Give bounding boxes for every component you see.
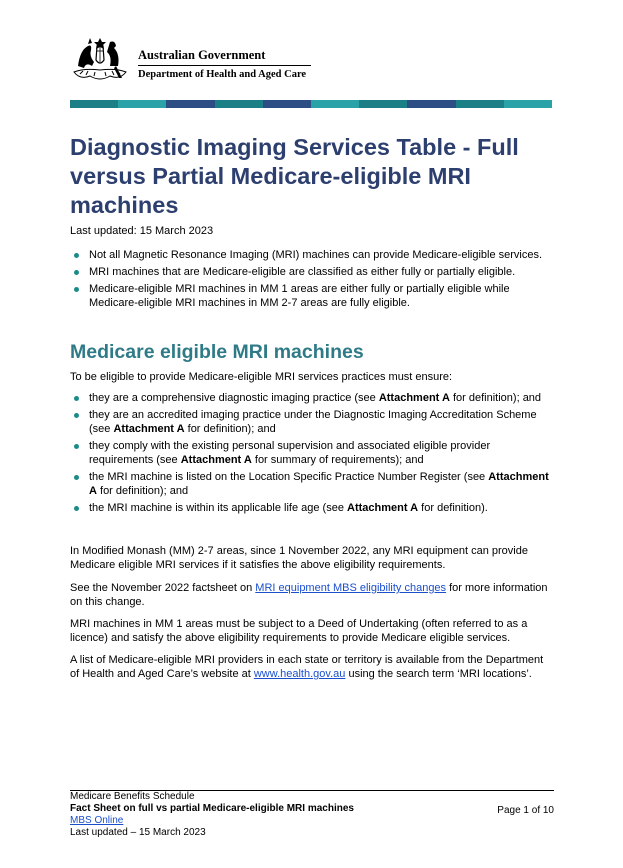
stripe-segment xyxy=(263,100,311,108)
section-lead: To be eligible to provide Medicare-eligible MRI services practices must ensure: xyxy=(70,371,453,383)
attachment-ref: Attachment A xyxy=(347,502,419,514)
list-item: Medicare-eligible MRI machines in MM 1 areas are either fully or partially eligible while Medicare-eligible MRI machines in MM 2-7 areas are fully eligible. xyxy=(70,282,554,310)
section-heading: Medicare eligible MRI machines xyxy=(70,341,364,363)
stripe-segment xyxy=(70,100,118,108)
list-item: they are an accredited imaging practice under the Diagnostic Imaging Accreditation Scheme (see Attachment A for definition); and xyxy=(70,408,554,436)
footer-schedule: Medicare Benefits Schedule xyxy=(70,791,195,802)
eligibility-bullet-list xyxy=(70,391,554,518)
providers-paragraph: A list of Medicare-eligible MRI providers in each state or territory is available from the Department of Health and Aged Care’s website at www.health.gov.au using the search term ‘MRI locations’. xyxy=(70,654,544,680)
mbs-online-link[interactable]: MBS Online xyxy=(70,815,124,826)
footer-last-updated: Last updated – 15 March 2023 xyxy=(70,827,206,838)
government-name: Australian Government xyxy=(138,48,266,62)
bullet-icon xyxy=(74,287,79,292)
attachment-ref: Attachment A xyxy=(89,471,549,497)
header-rule xyxy=(138,65,311,66)
footer-doc-title: Fact Sheet on full vs partial Medicare-eligible MRI machines xyxy=(70,803,354,814)
list-item: the MRI machine is listed on the Location Specific Practice Number Register (see Attachment A for definition); and xyxy=(70,470,554,498)
page-number: Page 1 of 10 xyxy=(497,805,554,816)
intro-bullet-list xyxy=(70,248,554,313)
page-footer xyxy=(70,790,554,839)
attachment-ref: Attachment A xyxy=(378,392,450,404)
bullet-icon xyxy=(74,506,79,511)
page-title: Diagnostic Imaging Services Table - Full versus Partial Medicare-eligible MRI machines xyxy=(70,134,519,218)
bullet-icon xyxy=(74,475,79,480)
bullet-icon xyxy=(74,253,79,258)
stripe-segment xyxy=(504,100,552,108)
list-item: MRI machines that are Medicare-eligible are classified as either fully or partially eligible. xyxy=(70,265,554,279)
stripe-segment xyxy=(407,100,455,108)
mm-areas-paragraph: In Modified Monash (MM) 2-7 areas, since 1 November 2022, any MRI equipment can provide Medicare eligible MRI services if it satisfies the above eligibility requirements. xyxy=(70,545,528,571)
list-item: Not all Magnetic Resonance Imaging (MRI) machines can provide Medicare-eligible services. xyxy=(70,248,554,262)
stripe-segment xyxy=(456,100,504,108)
bullet-icon xyxy=(74,396,79,401)
stripe-segment xyxy=(166,100,214,108)
attachment-ref: Attachment A xyxy=(113,423,185,435)
list-item: they are a comprehensive diagnostic imaging practice (see Attachment A for definition); and xyxy=(70,391,554,405)
decorative-stripe xyxy=(70,100,552,108)
list-item: the MRI machine is within its applicable life age (see Attachment A for definition). xyxy=(70,501,554,515)
factsheet-paragraph: See the November 2022 factsheet on MRI equipment MBS eligibility changes for more information on this change. xyxy=(70,582,548,608)
stripe-segment xyxy=(311,100,359,108)
list-item: they comply with the existing personal supervision and associated eligible provider requirements (see Attachment A for summary of requirements); and xyxy=(70,439,554,467)
department-name: Department of Health and Aged Care xyxy=(138,69,307,80)
stripe-segment xyxy=(118,100,166,108)
licence-paragraph: MRI machines in MM 1 areas must be subject to a Deed of Undertaking (often referred to as a licence) and satisfy the above eligibility requirements to provide Medicare eligible services. xyxy=(70,618,528,644)
health-website-link[interactable]: www.health.gov.au xyxy=(253,668,346,680)
coat-of-arms-logo xyxy=(70,36,130,84)
bullet-icon xyxy=(74,270,79,275)
factsheet-link[interactable]: MRI equipment MBS eligibility changes xyxy=(255,582,447,594)
bullet-icon xyxy=(74,444,79,449)
agency-header xyxy=(138,48,311,81)
last-updated: Last updated: 15 March 2023 xyxy=(70,225,214,237)
attachment-ref: Attachment A xyxy=(180,454,252,466)
stripe-segment xyxy=(215,100,263,108)
stripe-segment xyxy=(359,100,407,108)
bullet-icon xyxy=(74,413,79,418)
